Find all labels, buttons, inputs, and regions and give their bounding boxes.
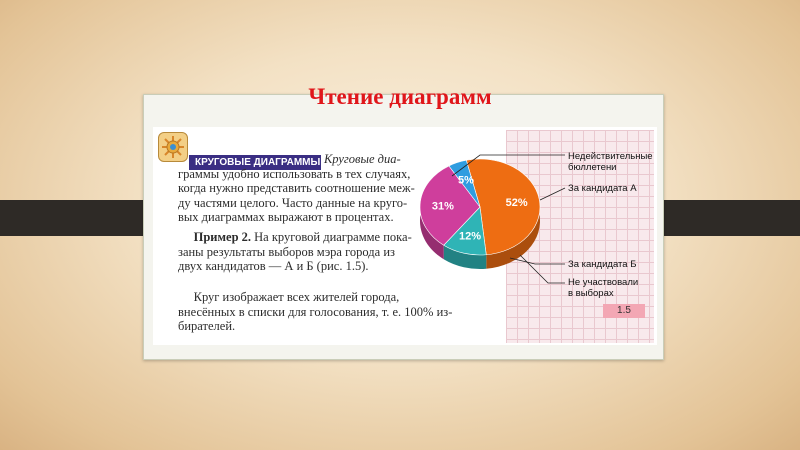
pie-slice-label: 12% [458,230,482,243]
legend-text: За кандидата А [568,183,637,194]
legend-text: За кандидата Б [568,259,637,270]
text-line: граммы удобно использовать в тех случаях, [178,166,411,181]
example-label: Пример 2. [193,230,252,244]
text-line: ду частями целого. Часто данные на круго- [178,195,408,210]
legend-item [568,183,637,194]
leader-line [510,258,565,264]
legend-text: Недействительные [568,151,653,162]
text-line: вых диаграммах выражают в процентах. [178,210,394,224]
pie-slice-label: 5% [458,174,474,187]
legend-item [568,151,653,173]
legend-text: Не участвовали [568,277,639,288]
text-line: Круг изображает всех жителей города, [193,290,400,304]
text-line: внесённых в списки для голосования, т. е. 100% из- [178,304,453,319]
text-line: заны результаты выборов мэра города из [178,244,395,259]
leader-line [540,188,565,200]
pie-slice-label: 52% [505,197,528,210]
legend-text: в выборах [568,288,614,299]
figure-label: 1.5 [603,304,645,318]
pie-slice-label: 31% [431,200,454,213]
text-line: На круговой диаграмме пока- [254,230,412,244]
text-line: Круговые диа- [324,152,401,166]
leader-line [452,155,565,176]
slide-title: Чтение диаграмм [308,84,492,109]
legend-item [568,259,636,270]
text-line: двух кандидатов — А и Б (рис. 1.5). [178,259,369,273]
leader-line [520,255,565,283]
section-header: КРУГОВЫЕ ДИАГРАММЫ [189,155,321,170]
text-line: бирателей. [178,319,236,333]
legend-text: бюллетени [568,162,617,173]
text-line: когда нужно представить соотношение меж- [178,181,415,195]
legend-item [568,277,638,299]
